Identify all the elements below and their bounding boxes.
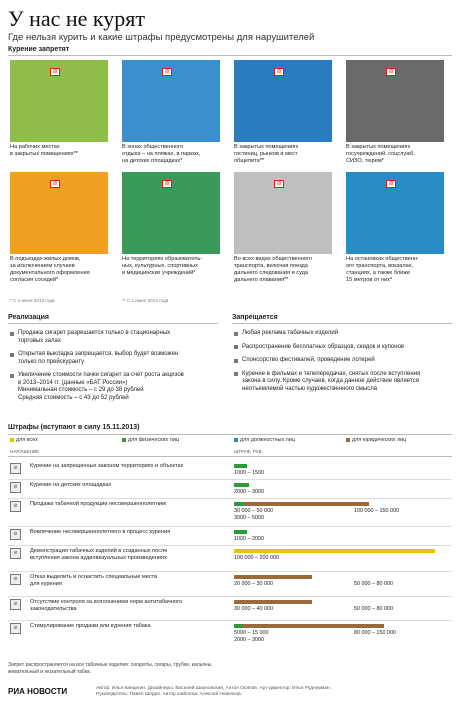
violation-label: Демонстрация табачных изделий в созданных после вступления закона аудиовизуальных произведениях [30, 548, 168, 561]
fine-value: 2000 – 3000 [234, 637, 264, 643]
fine-bar [234, 600, 312, 604]
fine-bar [234, 483, 249, 487]
tile-illustration [234, 60, 332, 142]
no-smoking-icon: ⊘ [274, 68, 284, 76]
row-divider [8, 620, 452, 621]
tile-caption: В подъездах жилых домов, за исключением случаев документального оформления согласия соседей* [10, 256, 90, 283]
bottom-note: Запрет распространяется на все табачные изделия: сигареты, сигары, трубки, кальяны, жевательный и нюхательный табак. [8, 662, 213, 675]
page-subtitle: Где нельзя курить и какие штрафы предусмотрены для нарушителей [8, 32, 315, 43]
list-item-text: Курение в фильмах и телепередачах, снятых после вступления закона в силу. Кроме случаев, когда данное действие является неотъемлемой частью художественного смысла [242, 370, 421, 392]
tile-illustration [10, 60, 108, 142]
no-smoking-icon: ⊘ [274, 180, 284, 188]
violation-icon: ⊘ [10, 623, 21, 634]
fine-value: 20 000 – 30 000 [234, 581, 273, 587]
row-divider [8, 479, 452, 480]
tile-caption: На территориях образователь- ных, культурных, спортивных и медицинских учреждений* [122, 256, 203, 276]
bullet-icon [10, 374, 14, 378]
fine-value: 100 000 – 200 000 [234, 555, 279, 561]
ria-logo: РИА НОВОСТИ [8, 687, 68, 696]
tile-caption: Во всех видах общественного транспорта, включая поезда дальнего следования и суда дальнего плавания** [234, 256, 312, 283]
fine-bar [234, 530, 247, 534]
list-item [10, 330, 220, 345]
tile-illustration [346, 172, 444, 254]
list-item-text: Любая реклама табачных изделий [242, 330, 339, 336]
list-item-text: Открытая выкладка запрещается, выбор будет возможен только по прейскуранту [18, 351, 179, 365]
credits: Автор: Илья Канцигин. Дизайнеры: Василий Шахновский, Антон Осипов. Арт-директор: Илья Руднерман. Руководитель: Павел Шерре. Автор шаблона: Алексей Новичков. [96, 686, 331, 697]
fine-value: 50 000 – 80 000 [354, 581, 393, 587]
tile-caption: В закрытых помещениях госучреждений, соцслужб, СИЗО, тюрем* [346, 144, 415, 164]
list-item [234, 330, 454, 338]
bullet-icon [234, 332, 238, 336]
col-fine: ШТРАФ, РУБ. [234, 449, 263, 454]
no-smoking-icon: ⊘ [162, 180, 172, 188]
row-divider [8, 571, 452, 572]
violation-icon: ⊘ [10, 501, 21, 512]
legend-label: для должностных лиц [240, 437, 295, 443]
legend-item [346, 437, 406, 443]
no-smoking-icon: ⊘ [50, 180, 60, 188]
legend-item [10, 437, 38, 443]
violation-label: Курение на детских площадках [30, 482, 112, 488]
fine-value: 3000 – 5000 [234, 515, 264, 521]
tile-caption: В закрытых помещениях гостиниц, рынков и мест общепита** [234, 144, 299, 164]
fine-bar [234, 624, 241, 628]
prohibited-heading: Запрещается [232, 314, 278, 321]
tile-illustration [10, 172, 108, 254]
legend-label: для юридических лиц [352, 437, 407, 443]
footnote-2013: * С 1 июня 2013 года [10, 298, 55, 303]
fine-value: 100 000 – 150 000 [354, 508, 399, 514]
legend-swatch [10, 438, 14, 442]
tile-caption: На остановках общественн- ого транспорта, вокзалах, станциях, а также ближе 15 метров от них* [346, 256, 419, 283]
bullet-icon [234, 359, 238, 363]
fine-bar [234, 464, 247, 468]
divider [8, 434, 452, 435]
bullet-icon [234, 345, 238, 349]
list-item [10, 372, 220, 402]
no-smoking-icon: ⊘ [386, 68, 396, 76]
list-item [10, 351, 220, 366]
divider [232, 323, 452, 324]
list-item-text: Спонсорство фестивалей, проведение лотерей [242, 357, 375, 363]
fine-value: 50 000 – 80 000 [354, 606, 393, 612]
legend-swatch [346, 438, 350, 442]
list-item [234, 371, 454, 394]
divider [8, 456, 452, 457]
row-divider [8, 596, 452, 597]
legend-label: для всех [16, 437, 38, 443]
page-title: У нас не курят [8, 6, 146, 31]
list-item-text: Увеличение стоимости пачки сигарет за счет роста акцизов в 2013–2014 гг. (данные «БАТ России») Минимальная стоимость – с 29 до 38 рублей Средняя стоимость – с 43 до 52 рублей [18, 372, 184, 401]
fines-heading: Штрафы (вступают в силу 15.11.2013) [8, 424, 140, 431]
legend-swatch [122, 438, 126, 442]
list-item-text: Распространение бесплатных образцов, скидок и купонов [242, 343, 405, 350]
no-smoking-icon: ⊘ [162, 68, 172, 76]
violation-label: Продажа табачной продукции несовершеннолетним [30, 501, 166, 507]
col-violation: НАРУШЕНИЕ [10, 449, 40, 454]
bullet-icon [10, 353, 14, 357]
fine-bar [234, 549, 435, 553]
list-item [234, 357, 454, 365]
violation-label: Курение на запрещенных законом территориях и объектах [30, 463, 184, 469]
violation-icon: ⊘ [10, 548, 21, 559]
sale-heading: Реализация [8, 314, 50, 321]
divider [8, 55, 452, 56]
fine-value: 2000 – 3000 [234, 489, 264, 495]
bullet-icon [234, 372, 238, 376]
fine-value: 30 000 – 50 000 [234, 508, 273, 514]
fine-bar [234, 624, 384, 628]
legend-item [234, 437, 295, 443]
fine-bar [234, 502, 369, 506]
tile-illustration [234, 172, 332, 254]
list-item [234, 344, 454, 352]
tile-illustration [346, 60, 444, 142]
no-smoking-icon: ⊘ [386, 180, 396, 188]
fine-value: 1000 – 1500 [234, 470, 264, 476]
violation-label: Вовлечение несовершеннолетнего в процесс курения [30, 529, 171, 535]
violation-icon: ⊘ [10, 574, 21, 585]
fine-value: 30 000 – 40 000 [234, 606, 273, 612]
tile-caption: В зонах общественного отдыха – на пляжах, в парках, на детских площадках* [122, 144, 201, 164]
violation-label: Отсутствие контроля за исполнением норм антитабачного законодательства [30, 599, 183, 612]
fine-bar [234, 575, 312, 579]
tile-illustration [122, 60, 220, 142]
banned-heading: Курение запретят [8, 46, 70, 53]
fine-value: 1000 – 2000 [234, 536, 264, 542]
fine-value: 5000 – 15 000 [234, 630, 269, 636]
fine-bar [234, 502, 243, 506]
violation-icon: ⊘ [10, 463, 21, 474]
legend-item [122, 437, 179, 443]
violation-icon: ⊘ [10, 482, 21, 493]
violation-icon: ⊘ [10, 529, 21, 540]
legend-label: для физических лиц [128, 437, 179, 443]
tile-illustration [122, 172, 220, 254]
legend-swatch [234, 438, 238, 442]
row-divider [8, 526, 452, 527]
list-item-text: Продажа сигарет разрешается только в стационарных торговых залах [18, 330, 171, 344]
bullet-icon [10, 332, 14, 336]
violation-label: Отказ выделить и оснастить специальные места для курения [30, 574, 158, 587]
row-divider [8, 545, 452, 546]
fine-value: 80 000 – 150 000 [354, 630, 396, 636]
violation-label: Стимулирование продажи или курения табака [30, 623, 151, 629]
no-smoking-icon: ⊘ [50, 68, 60, 76]
footnote-2014: ** С 1 июня 2014 года [122, 298, 169, 303]
violation-icon: ⊘ [10, 599, 21, 610]
tile-caption: На рабочих местах в закрытых помещениях** [10, 144, 78, 157]
divider [8, 323, 218, 324]
row-divider [8, 498, 452, 499]
